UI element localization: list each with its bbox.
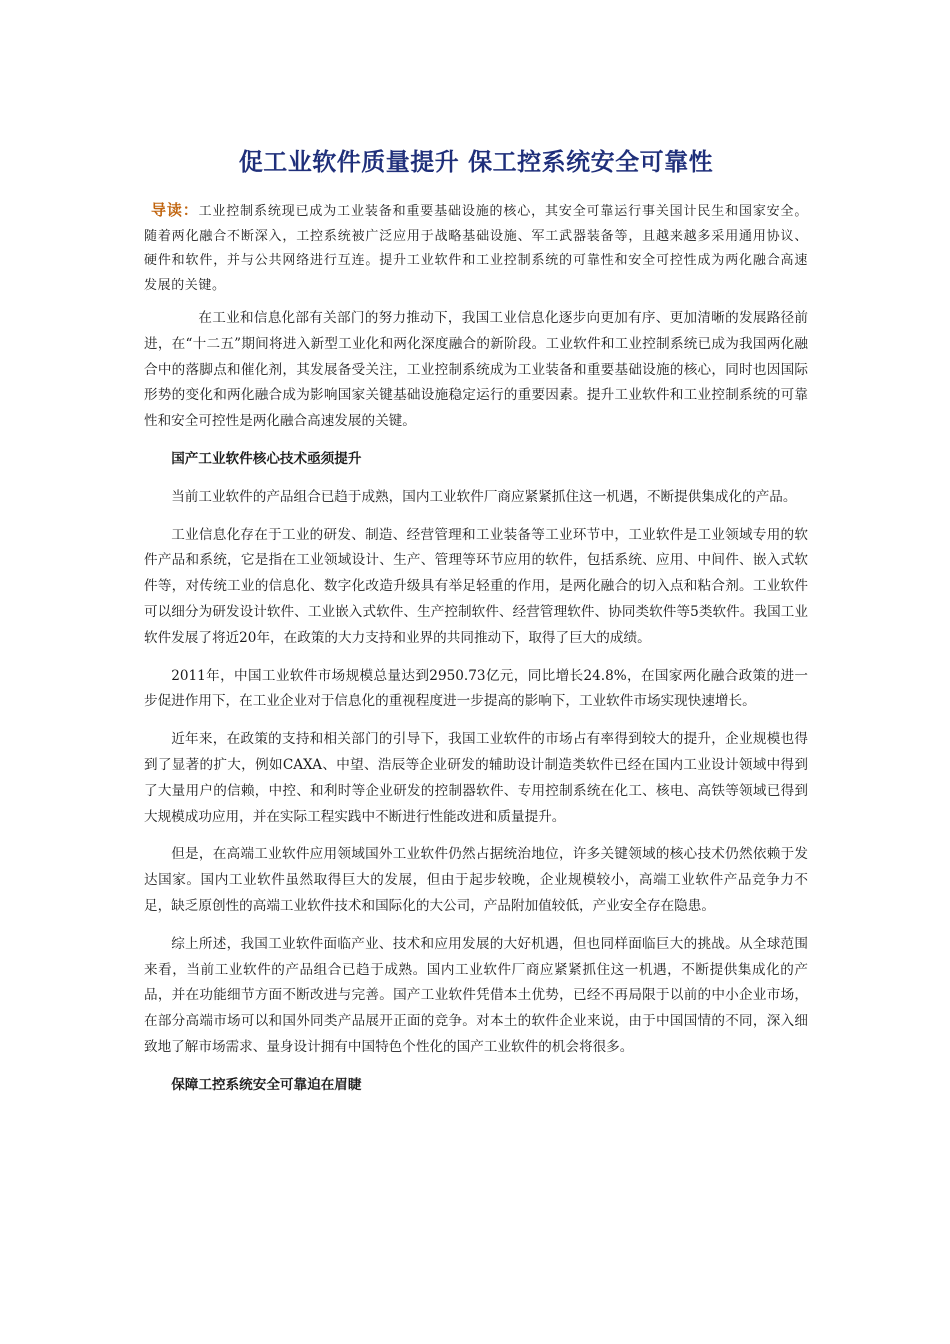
body-paragraph-4: 近年来，在政策的支持和相关部门的引导下，我国工业软件的市场占有率得到较大的提升，企业规模也得到了显著的扩大，例如CAXA、中望、浩辰等企业研发的辅助设计制造类软件已经在国内工业设计领域中得到了大量用户的信赖，中控、和利时等企业研发的控制器软件、专用控制系统在化工、核电、高铁等领域已得到大规模成功应用，并在实际工程实践中不断进行性能改进和质量提升。: [144, 731, 808, 825]
section-heading-ics-security: 保障工控系统安全可靠迫在眉睫: [171, 1076, 362, 1093]
body-paragraph-5: 但是，在高端工业软件应用领域国外工业软件仍然占据统治地位，许多关键领域的核心技术仍然依赖于发达国家。国内工业软件虽然取得巨大的发展，但由于起步较晚，企业规模较小，高端工业软件产品竞争力不足，缺乏原创性的高端工业软件技术和国际化的大公司，产品附加值较低，产业安全存在隐患。: [144, 846, 808, 914]
body-paragraph-3: 2011年，中国工业软件市场规模总量达到2950.73亿元，同比增长24.8%，在国家两化融合政策的进一步促进作用下，在工业企业对于信息化的重视程度进一步提高的影响下，工业软件市场实现快速增长。: [144, 667, 808, 710]
body-paragraph-1: 当前工业软件的产品组合已趋于成熟，国内工业软件厂商应紧紧抓住这一机遇，不断提供集成化的产品。: [171, 488, 797, 505]
section-heading-domestic-software: 国产工业软件核心技术亟须提升: [171, 450, 362, 467]
lead-text: 工业控制系统现已成为工业装备和重要基础设施的核心，其安全可靠运行事关国计民生和国家安全。随着两化融合不断深入，工控系统被广泛应用于战略基础设施、军工武器装备等，且越来越多采用通用协议、硬件和软件，并与公共网络进行互连。提升工业软件和工业控制系统的可靠性和安全可控性成为两化融合高速发展的关键。: [144, 204, 808, 293]
lead-label: 导读：: [151, 201, 199, 219]
document-title: 促工业软件质量提升 保工控系统安全可靠性: [238, 148, 714, 176]
document-body: [144, 306, 808, 1111]
body-paragraph-6: 综上所述，我国工业软件面临产业、技术和应用发展的大好机遇，但也同样面临巨大的挑战。从全球范围来看，当前工业软件的产品组合已趋于成熟。国内工业软件厂商应紧紧抓住这一机遇，不断提供集成化的产品，并在功能细节方面不断改进与完善。国产工业软件凭借本土优势，已经不再局限于以前的中小企业市场，在部分高端市场可以和国外同类产品展开正面的竞争。对本土的软件企业来说，由于中国国情的不同，深入细致地了解市场需求、量身设计拥有中国特色个性化的国产工业软件的机会将很多。: [144, 935, 808, 1055]
lead-paragraph: [144, 198, 808, 298]
intro-paragraph: 在工业和信息化部有关部门的努力推动下，我国工业信息化逐步向更加有序、更加清晰的发展路径前进，在“十二五”期间将进入新型工业化和两化深度融合的新阶段。工业软件和工业控制系统已成为我国两化融合中的落脚点和催化剂，其发展备受关注，工业控制系统成为工业装备和重要基础设施的核心，同时也因国际形势的变化和两化融合成为影响国家关键基础设施稳定运行的重要因素。提升工业软件和工业控制系统的可靠性和安全可控性是两化融合高速发展的关键。: [144, 310, 808, 430]
body-paragraph-2: 工业信息化存在于工业的研发、制造、经营管理和工业装备等工业环节中，工业软件是工业领域专用的软件产品和系统，它是指在工业领域设计、生产、管理等环节应用的软件，包括系统、应用、中间件、嵌入式软件等，对传统工业的信息化、数字化改造升级具有举足轻重的作用，是两化融合的切入点和粘合剂。工业软件可以细分为研发设计软件、工业嵌入式软件、生产控制软件、经营管理软件、协同类软件等5类软件。我国工业软件发展了将近20年，在政策的大力支持和业界的共同推动下，取得了巨大的成绩。: [144, 526, 808, 646]
